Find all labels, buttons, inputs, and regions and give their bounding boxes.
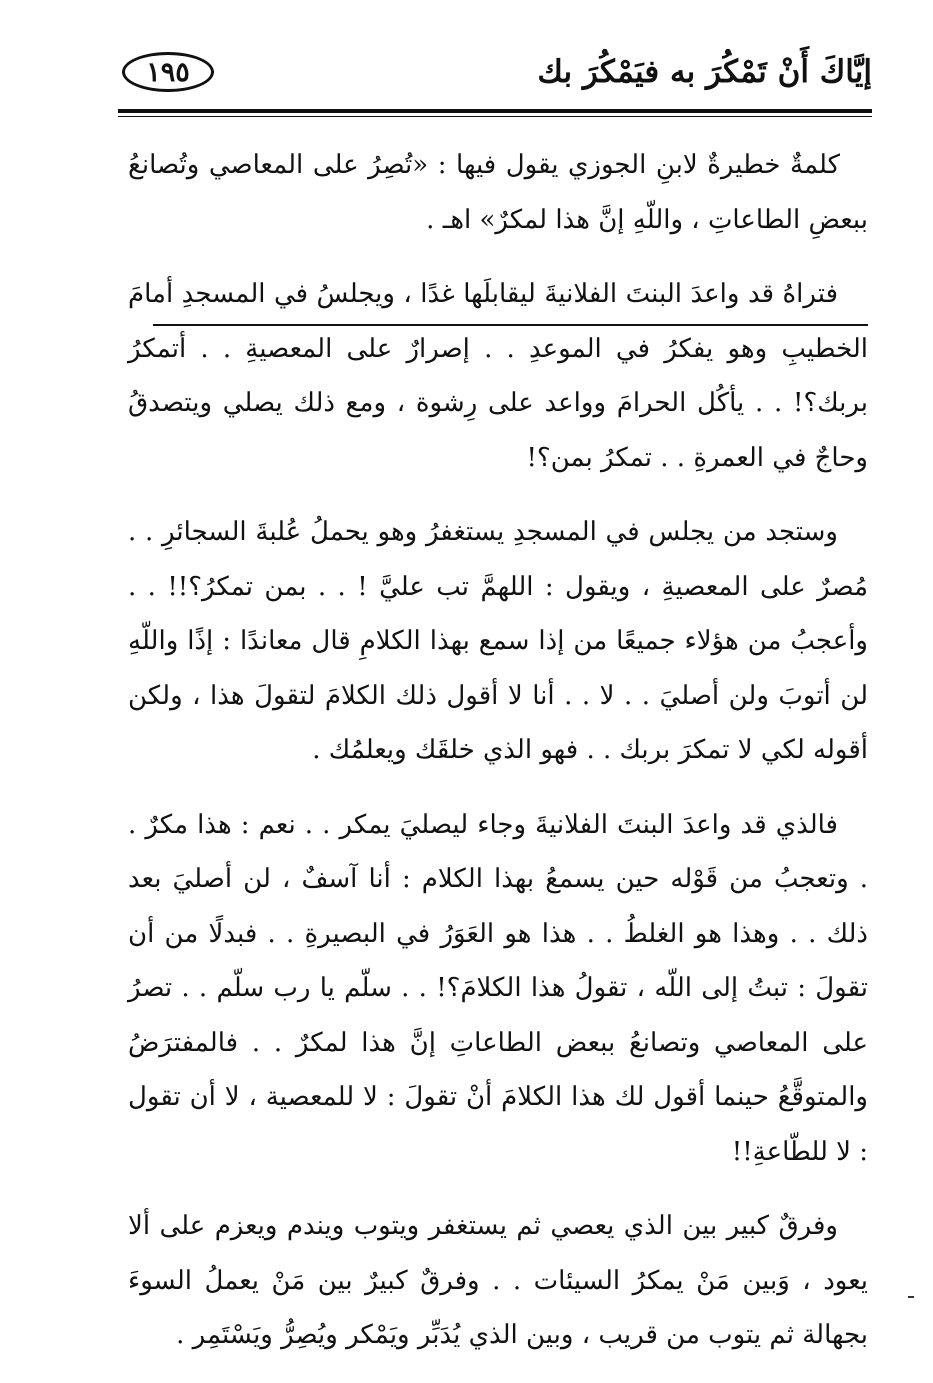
paragraph-5: وفرقٌ كبير بين الذي يعصي ثم يستغفر ويتوب ويندم ويعزم على ألا يعود ، وَبين مَنْ يمكرُ السيئات . . وفرقٌ كبيرٌ بين مَنْ يعملُ السوءَ بجهالة ثم يتوب من قريب ، وبين الذي يُدَبِّر ويَمْكر ويُصِرُّ ويَسْتَمِر . — [128, 1211, 868, 1350]
page-number-badge: ١٩٥ — [122, 52, 214, 92]
header-rule-thin — [118, 116, 872, 117]
running-title: إيَّاكَ أَنْ تَمْكُرَ به فيَمْكُرَ بك — [537, 54, 872, 90]
paragraph-4: فالذي قد واعدَ البنتَ الفلانيةَ وجاء ليصليَ يمكر . . نعم : هذا مكرٌ . . وتعجبُ من قَوْله حين يسمعُ بهذا الكلام : أنا آسفٌ ، لن أصليَ بعد ذلك . . وهذا هو الغلطُ . . هذا هو العَوَرُ في البصيرةِ . . فبدلًا من أن تقولَ : تبتُ إلى اللّه ، تقولُ هذا الكلامَ؟! . . سلّم يا رب سلّم . . تصرُ على المعاصي وتصانعُ ببعض الطاعاتِ إنَّ هذا لمكرٌ . . فالمفترَضُ والمتوقَّعُ حينما أقول لك هذا الكلامَ أنْ تقولَ : لا للمعصية ، لا أن تقول : لا للطّاعةِ!! — [128, 809, 868, 1167]
quote-underline — [153, 324, 868, 326]
scan-mark — [908, 1296, 914, 1298]
page-header — [112, 48, 872, 110]
header-rule-thick — [118, 109, 872, 113]
paragraph-2: فتراهُ قد واعدَ البنتَ الفلانيةَ ليقابلَها غدًا ، ويجلسُ في المسجدِ أمامَ الخطيبِ وهو يفكرُ في الموعدِ . . إصرارٌ على المعصيةِ . . أتمكرُ بربك؟! . . يأكُل الحرامَ وواعد على رِشوة ، ومع ذلك يصلي ويتصدقُ وحاجٌ في العمرةِ . . تمكرُ بمن؟! — [128, 279, 868, 473]
body-text — [128, 138, 868, 1383]
paragraph-1: كلمةٌ خطيرةٌ لابنِ الجوزي يقول فيها : «تُصِرُ على المعاصي وتُصانعُ ببعضِ الطاعاتِ ، واللّهِ إنَّ هذا لمكرٌ» اهـ . — [128, 150, 868, 235]
paragraph-3: وستجد من يجلس في المسجدِ يستغفرُ وهو يحملُ عُلبةَ السجائرِ . . مُصرٌ على المعصيةِ ، ويقول : اللهمَّ تب عليَّ ! . . بمن تمكرُ؟!! . . وأعجبُ من هؤلاء جميعًا من إذا سمع بهذا الكلامِ قال معاندًا : إذًا واللّهِ لن أتوبَ ولن أصليَ . . لا . . أنا لا أقول ذلك الكلامَ لتقولَ هذا ، ولكن أقوله لكي لا تمكرَ بربك . . فهو الذي خلقَك ويعلمُك . — [128, 517, 868, 765]
